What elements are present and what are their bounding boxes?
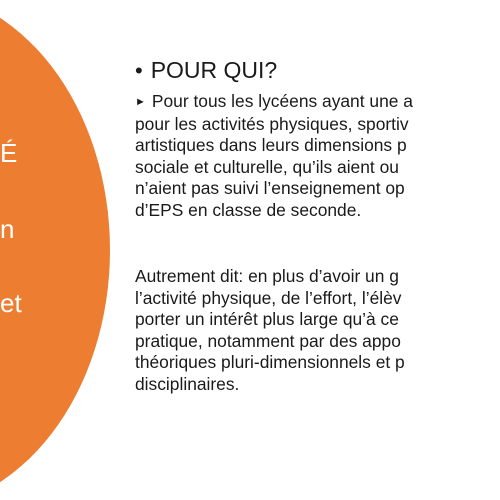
- paragraph-line: Autrement dit: en plus d’avoir un g: [135, 266, 399, 286]
- paragraph-target-audience: [135, 91, 500, 221]
- circle-text-line-1: É: [0, 138, 18, 168]
- paragraph-line-text: Pour tous les lycéens ayant une a: [151, 91, 413, 111]
- bullet-dot-icon: •: [135, 58, 143, 83]
- paragraph-line: d’EPS en classe de seconde.: [135, 199, 362, 220]
- slide-content: [135, 56, 500, 395]
- paragraph-explanation: [135, 266, 500, 395]
- paragraph-line: pour les activités physiques, sportiv: [135, 113, 409, 134]
- heading-text: POUR QUI?: [150, 57, 278, 83]
- paragraph-line: artistiques dans leurs dimensions p: [135, 135, 407, 155]
- paragraph-line: [135, 91, 500, 114]
- paragraph-line: l’activité physique, de l’effort, l’élèv: [135, 287, 402, 308]
- orange-circle-decoration: [0, 0, 110, 500]
- paragraph-line: porter un intérêt plus large qu’à ce: [135, 309, 399, 329]
- paragraph-line: n’aient pas suivi l’enseignement op: [135, 178, 405, 198]
- arrow-bullet-icon: ►: [135, 96, 146, 108]
- paragraph-line: sociale et culturelle, qu’ils aient ou: [135, 156, 399, 177]
- circle-text-line-3: et: [0, 288, 22, 318]
- paragraph-line: pratique, notamment par des appo: [135, 330, 401, 351]
- circle-text-line-2: n: [0, 214, 15, 244]
- paragraph-line: disciplinaires.: [135, 373, 240, 394]
- paragraph-line: théoriques pluri-dimensionnels et p: [135, 352, 405, 372]
- section-heading: [135, 56, 500, 85]
